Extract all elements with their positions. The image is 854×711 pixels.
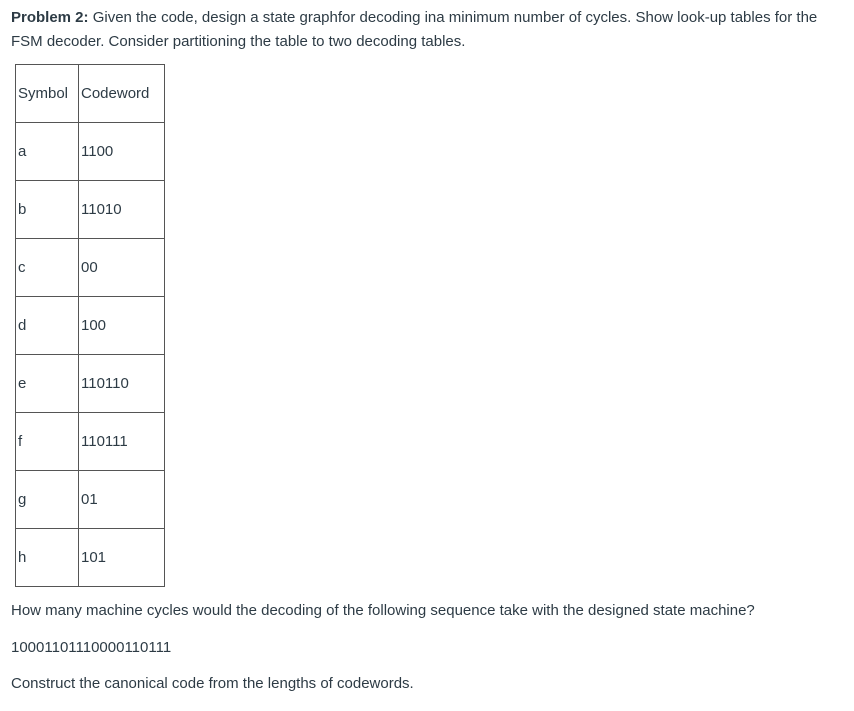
problem-text: Given the code, design a state graphfor decoding ina minimum number of cycles. Show look-up tables for the FSM decoder. Consider partitioning the table to two decoding tables. [11,9,818,50]
table-row [16,181,165,239]
bit-sequence: 10001101110000110111 [11,639,172,656]
table-row [16,355,165,413]
codeword-table [15,64,165,587]
symbol-cell: b [16,181,79,239]
codeword-cell: 01 [79,471,165,529]
table-row [16,413,165,471]
table-row [16,529,165,587]
symbol-cell: a [16,123,79,181]
symbol-cell: d [16,297,79,355]
codeword-cell: 110110 [79,355,165,413]
codeword-cell: 100 [79,297,165,355]
symbol-cell: f [16,413,79,471]
symbol-cell: e [16,355,79,413]
table-row [16,297,165,355]
table-row [16,471,165,529]
problem-statement [11,6,841,54]
instruction-text: Construct the canonical code from the lengths of codewords. [11,675,414,692]
table-row [16,239,165,297]
symbol-cell: c [16,239,79,297]
problem-label: Problem 2: [11,9,89,26]
table-header-row [16,65,165,123]
codeword-cell: 110111 [79,413,165,471]
header-codeword: Codeword [79,65,165,123]
question-text: How many machine cycles would the decoding of the following sequence take with the designed state machine? [11,602,755,619]
header-symbol: Symbol [16,65,79,123]
table-row [16,123,165,181]
symbol-cell: g [16,471,79,529]
codeword-cell: 11010 [79,181,165,239]
symbol-cell: h [16,529,79,587]
codeword-cell: 1100 [79,123,165,181]
codeword-cell: 101 [79,529,165,587]
codeword-cell: 00 [79,239,165,297]
